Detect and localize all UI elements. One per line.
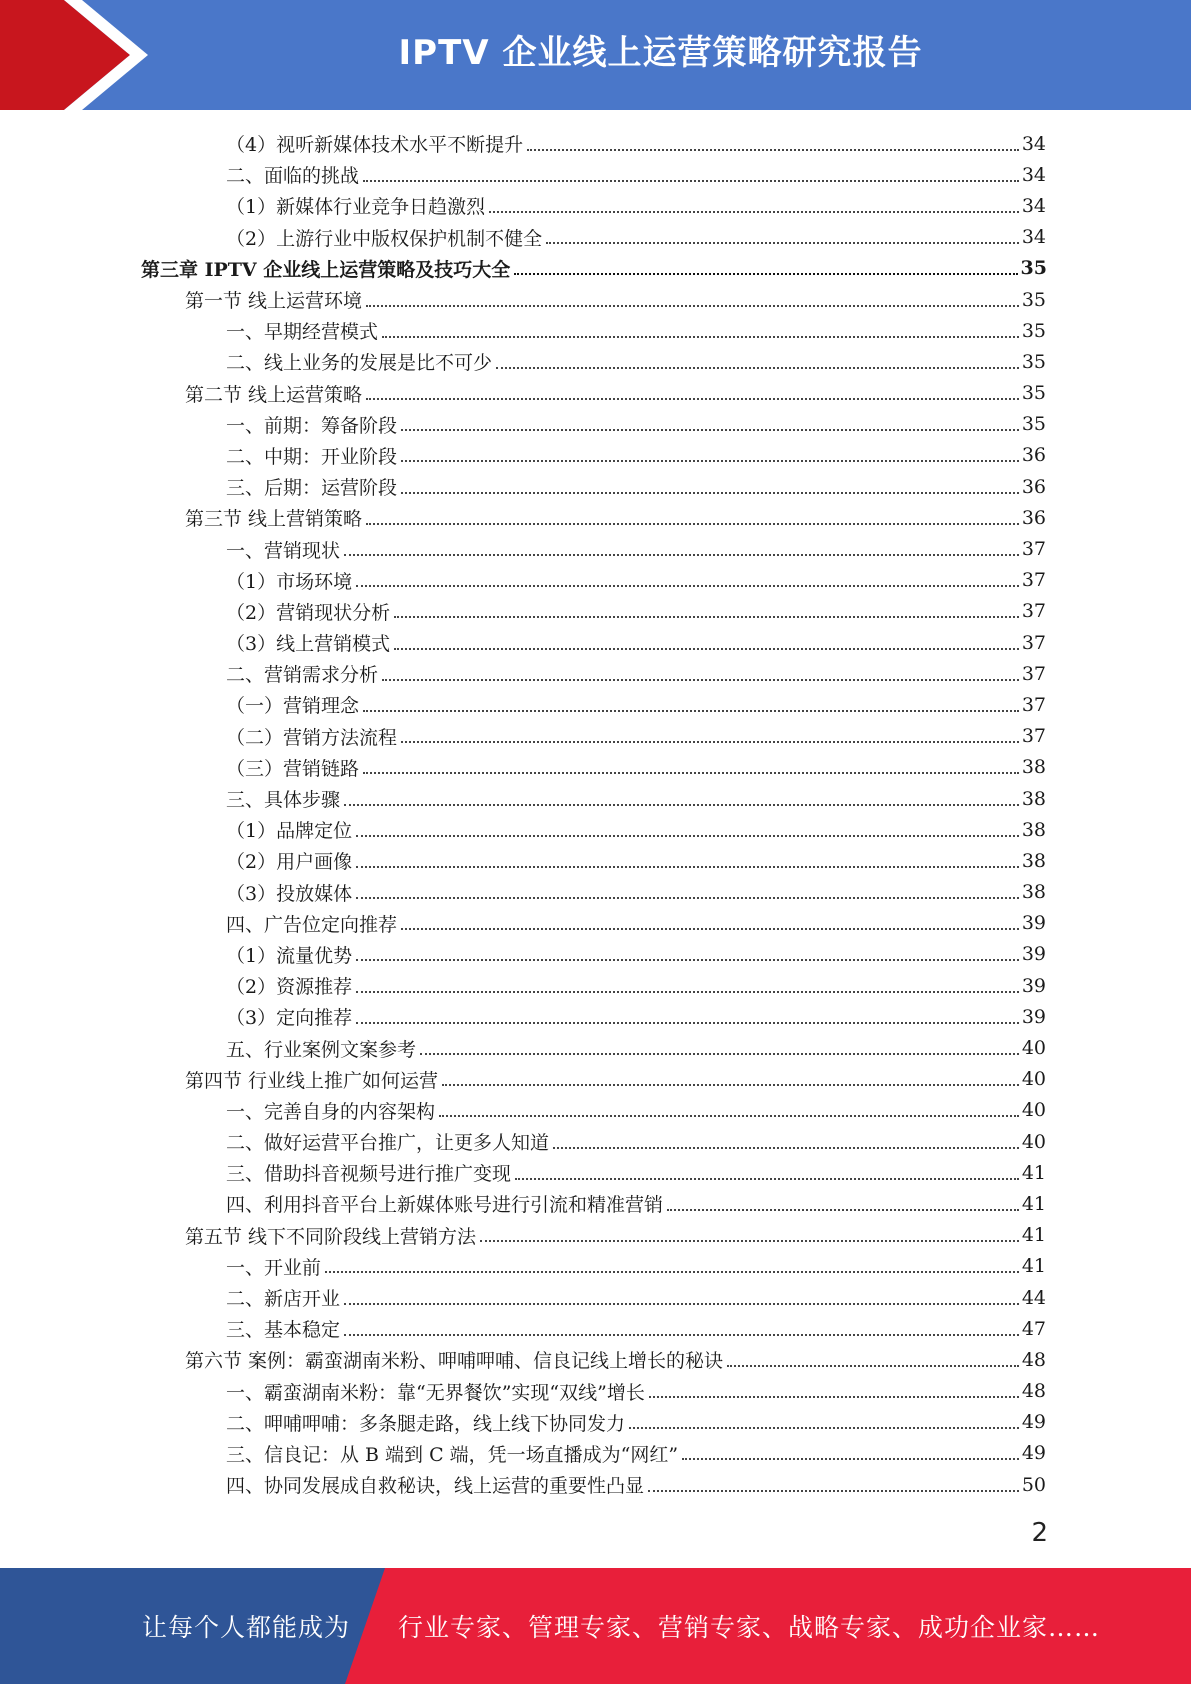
toc-leader-dots: [394, 616, 1019, 618]
toc-leader-dots: [442, 1084, 1019, 1086]
toc-entry-page: 37: [1021, 569, 1046, 592]
toc-entry[interactable]: [0, 1001, 1191, 1032]
toc-entry-title: 二、线上业务的发展是比不可少: [226, 352, 493, 375]
toc-entry[interactable]: [0, 1032, 1191, 1063]
toc-leader-dots: [366, 305, 1019, 307]
toc-entry-page: 40: [1021, 1068, 1046, 1091]
toc-entry-page: 37: [1021, 693, 1046, 716]
toc-entry[interactable]: [0, 1157, 1191, 1188]
toc-leader-dots: [727, 1365, 1019, 1367]
toc-entry-title: 第三章 IPTV 企业线上运营策略及技巧大全: [141, 258, 511, 281]
toc-entry-title: 三、信良记：从 B 端到 C 端，凭一场直播成为“网红”: [226, 1443, 679, 1466]
page-footer: [0, 1568, 1191, 1684]
toc-entry[interactable]: [0, 378, 1191, 409]
toc-entry[interactable]: [0, 284, 1191, 315]
toc-entry[interactable]: [0, 1282, 1191, 1313]
toc-entry-title: （4）视听新媒体技术水平不断提升: [226, 134, 524, 157]
toc-leader-dots: [356, 991, 1019, 993]
toc-entry-title: 四、协同发展成自救秘诀，线上运营的重要性凸显: [226, 1475, 645, 1498]
toc-entry-page: 39: [1021, 912, 1046, 935]
toc-entry[interactable]: [0, 1469, 1191, 1500]
toc-entry[interactable]: [0, 658, 1191, 689]
toc-entry-page: 37: [1021, 631, 1046, 654]
toc-leader-dots: [356, 1022, 1019, 1024]
toc-entry-page: 35: [1021, 350, 1046, 373]
toc-entry-page: 34: [1021, 163, 1046, 186]
toc-leader-dots: [366, 398, 1019, 400]
toc-entry-page: 38: [1021, 818, 1046, 841]
toc-entry-page: 40: [1021, 1099, 1046, 1122]
toc-entry[interactable]: [0, 1376, 1191, 1407]
toc-leader-dots: [649, 1396, 1019, 1398]
toc-leader-dots: [439, 1115, 1019, 1117]
page-header: [0, 0, 1191, 110]
toc-leader-dots: [401, 429, 1019, 431]
toc-entry[interactable]: [0, 596, 1191, 627]
toc-entry[interactable]: [0, 565, 1191, 596]
toc-entry[interactable]: [0, 939, 1191, 970]
toc-entry-title: 三、借助抖音视频号进行推广变现: [226, 1163, 512, 1186]
toc-entry-title: 三、具体步骤: [226, 789, 341, 812]
toc-entry[interactable]: [0, 409, 1191, 440]
toc-entry-page: 48: [1021, 1348, 1046, 1371]
toc-entry-page: 37: [1021, 600, 1046, 623]
toc-entry-page: 41: [1021, 1255, 1046, 1278]
table-of-contents: [0, 128, 1191, 1500]
toc-entry-page: 47: [1021, 1317, 1046, 1340]
toc-entry-page: 35: [1021, 288, 1046, 311]
toc-leader-dots: [480, 1240, 1019, 1242]
toc-entry-page: 36: [1021, 506, 1046, 529]
toc-leader-dots: [344, 1303, 1019, 1305]
toc-entry-title: （1）新媒体行业竞争日趋激烈: [226, 196, 486, 219]
toc-entry[interactable]: [0, 1251, 1191, 1282]
toc-leader-dots: [401, 460, 1019, 462]
toc-leader-dots: [325, 1271, 1019, 1273]
toc-leader-dots: [553, 1147, 1019, 1149]
toc-leader-dots: [363, 772, 1019, 774]
toc-entry-title: 二、面临的挑战: [226, 165, 360, 188]
toc-entry-title: （1）市场环境: [226, 570, 353, 593]
toc-entry[interactable]: [0, 533, 1191, 564]
toc-entry-page: 36: [1021, 444, 1046, 467]
toc-entry[interactable]: [0, 845, 1191, 876]
toc-entry[interactable]: [0, 908, 1191, 939]
toc-entry-page: 34: [1021, 194, 1046, 217]
toc-leader-dots: [629, 1427, 1019, 1429]
toc-entry[interactable]: [0, 814, 1191, 845]
toc-leader-dots: [546, 242, 1019, 244]
toc-entry-page: 36: [1021, 475, 1046, 498]
toc-entry[interactable]: [0, 1188, 1191, 1219]
toc-leader-dots: [382, 336, 1019, 338]
toc-entry-title: 第六节 案例：霸蛮湖南米粉、呷哺呷哺、信良记线上增长的秘诀: [185, 1350, 724, 1373]
toc-entry[interactable]: [0, 253, 1191, 284]
toc-entry-page: 40: [1021, 1037, 1046, 1060]
toc-entry[interactable]: [0, 627, 1191, 658]
toc-entry-title: （3）线上营销模式: [226, 633, 391, 656]
toc-entry[interactable]: [0, 471, 1191, 502]
toc-entry-title: 五、行业案例文案参考: [226, 1038, 417, 1061]
toc-entry-page: 37: [1021, 662, 1046, 685]
toc-leader-dots: [401, 928, 1019, 930]
toc-leader-dots: [401, 492, 1019, 494]
toc-entry-title: 一、早期经营模式: [226, 321, 379, 344]
toc-entry[interactable]: [0, 346, 1191, 377]
toc-entry-page: 40: [1021, 1130, 1046, 1153]
toc-leader-dots: [366, 523, 1019, 525]
toc-entry[interactable]: [0, 440, 1191, 471]
toc-leader-dots: [356, 835, 1019, 837]
toc-entry-title: 三、基本稳定: [226, 1319, 341, 1342]
toc-leader-dots: [356, 959, 1019, 961]
toc-entry-title: 二、营销需求分析: [226, 664, 379, 687]
toc-entry[interactable]: [0, 1220, 1191, 1251]
toc-entry-title: 二、中期：开业阶段: [226, 445, 398, 468]
toc-entry[interactable]: [0, 970, 1191, 1001]
toc-entry-page: 35: [1021, 319, 1046, 342]
toc-entry-page: 48: [1021, 1380, 1046, 1403]
toc-entry-page: 35: [1021, 382, 1046, 405]
toc-entry[interactable]: [0, 315, 1191, 346]
toc-entry-page: 34: [1021, 226, 1046, 249]
toc-leader-dots: [489, 211, 1019, 213]
toc-entry-page: 35: [1021, 413, 1046, 436]
toc-entry-page: 44: [1021, 1286, 1046, 1309]
toc-entry-page: 38: [1021, 756, 1046, 779]
toc-entry-page: 39: [1021, 943, 1046, 966]
toc-entry-title: 二、做好运营平台推广，让更多人知道: [226, 1132, 550, 1155]
toc-entry[interactable]: [0, 752, 1191, 783]
toc-entry-title: 一、开业前: [226, 1256, 322, 1279]
toc-entry-title: 一、完善自身的内容架构: [226, 1100, 436, 1123]
toc-entry-title: 四、利用抖音平台上新媒体账号进行引流和精准营销: [226, 1194, 664, 1217]
toc-entry-title: （3）投放媒体: [226, 882, 353, 905]
toc-entry-page: 35: [1020, 257, 1047, 280]
toc-entry-title: （2）营销现状分析: [226, 601, 391, 624]
toc-entry[interactable]: [0, 1344, 1191, 1375]
toc-leader-dots: [394, 648, 1019, 650]
toc-entry[interactable]: [0, 1126, 1191, 1157]
toc-entry-page: 34: [1021, 132, 1046, 155]
toc-entry-title: 第二节 线上运营策略: [185, 383, 363, 406]
toc-leader-dots: [356, 897, 1019, 899]
toc-entry[interactable]: [0, 877, 1191, 908]
toc-leader-dots: [344, 554, 1019, 556]
toc-entry-page: 39: [1021, 1005, 1046, 1028]
toc-entry-page: 41: [1021, 1161, 1046, 1184]
toc-entry-title: 四、广告位定向推荐: [226, 913, 398, 936]
toc-leader-dots: [401, 741, 1019, 743]
toc-entry-page: 49: [1021, 1411, 1046, 1434]
toc-entry[interactable]: [0, 1095, 1191, 1126]
toc-leader-dots: [514, 273, 1017, 275]
toc-entry-title: 第三节 线上营销策略: [185, 508, 363, 531]
toc-entry[interactable]: [0, 721, 1191, 752]
toc-entry-title: （2）上游行业中版权保护机制不健全: [226, 227, 543, 250]
toc-entry-title: 一、前期：筹备阶段: [226, 414, 398, 437]
toc-leader-dots: [344, 804, 1019, 806]
toc-leader-dots: [527, 149, 1019, 151]
toc-entry-page: 41: [1021, 1224, 1046, 1247]
toc-entry-page: 50: [1021, 1473, 1046, 1496]
toc-entry-title: （二）营销方法流程: [226, 726, 398, 749]
toc-entry-page: 39: [1021, 974, 1046, 997]
toc-entry-title: （2）用户画像: [226, 851, 353, 874]
toc-entry-title: 二、新店开业: [226, 1288, 341, 1311]
toc-entry[interactable]: [0, 502, 1191, 533]
page-number: 2: [1031, 1518, 1048, 1548]
toc-entry-title: 第五节 线下不同阶段线上营销方法: [185, 1225, 477, 1248]
toc-entry[interactable]: [0, 222, 1191, 253]
toc-entry-title: 二、呷哺呷哺：多条腿走路，线上线下协同发力: [226, 1412, 626, 1435]
toc-entry[interactable]: [0, 159, 1191, 190]
toc-entry-title: （2）资源推荐: [226, 976, 353, 999]
toc-entry-page: 37: [1021, 538, 1046, 561]
toc-entry[interactable]: [0, 128, 1191, 159]
toc-entry-title: 一、营销现状: [226, 539, 341, 562]
toc-leader-dots: [420, 1053, 1019, 1055]
toc-entry[interactable]: [0, 689, 1191, 720]
toc-entry[interactable]: [0, 1438, 1191, 1469]
footer-slogan-left: 让每个人都能成为: [142, 1613, 351, 1642]
toc-entry-page: 37: [1021, 725, 1046, 748]
toc-entry-page: 38: [1021, 881, 1046, 904]
toc-entry-title: 一、霸蛮湖南米粉：靠“无界餐饮”实现“双线”增长: [226, 1381, 645, 1404]
toc-entry-title: （1）流量优势: [226, 944, 353, 967]
toc-leader-dots: [682, 1458, 1019, 1460]
toc-entry[interactable]: [0, 783, 1191, 814]
toc-entry[interactable]: [0, 1313, 1191, 1344]
toc-entry-title: （1）品牌定位: [226, 820, 353, 843]
toc-entry-title: （一）营销理念: [226, 695, 360, 718]
toc-leader-dots: [344, 1334, 1019, 1336]
toc-entry-page: 49: [1021, 1442, 1046, 1465]
toc-entry-page: 38: [1021, 849, 1046, 872]
toc-leader-dots: [648, 1490, 1019, 1492]
toc-leader-dots: [363, 180, 1019, 182]
toc-entry-page: 38: [1021, 787, 1046, 810]
toc-leader-dots: [667, 1209, 1019, 1211]
toc-entry-page: 41: [1021, 1192, 1046, 1215]
toc-entry-title: 三、后期：运营阶段: [226, 477, 398, 500]
toc-entry[interactable]: [0, 190, 1191, 221]
toc-entry-title: （三）营销链路: [226, 757, 360, 780]
toc-leader-dots: [382, 679, 1019, 681]
toc-entry[interactable]: [0, 1064, 1191, 1095]
toc-leader-dots: [363, 710, 1019, 712]
toc-entry-title: 第四节 行业线上推广如何运营: [185, 1069, 439, 1092]
toc-leader-dots: [356, 585, 1019, 587]
toc-entry[interactable]: [0, 1407, 1191, 1438]
toc-leader-dots: [496, 367, 1019, 369]
footer-slogan-right: 行业专家、管理专家、营销专家、战略专家、成功企业家……: [398, 1613, 1101, 1642]
toc-entry-title: 第一节 线上运营环境: [185, 290, 363, 313]
header-title: IPTV 企业线上运营策略研究报告: [398, 33, 923, 73]
toc-entry-title: （3）定向推荐: [226, 1007, 353, 1030]
toc-leader-dots: [356, 866, 1019, 868]
toc-leader-dots: [515, 1178, 1019, 1180]
